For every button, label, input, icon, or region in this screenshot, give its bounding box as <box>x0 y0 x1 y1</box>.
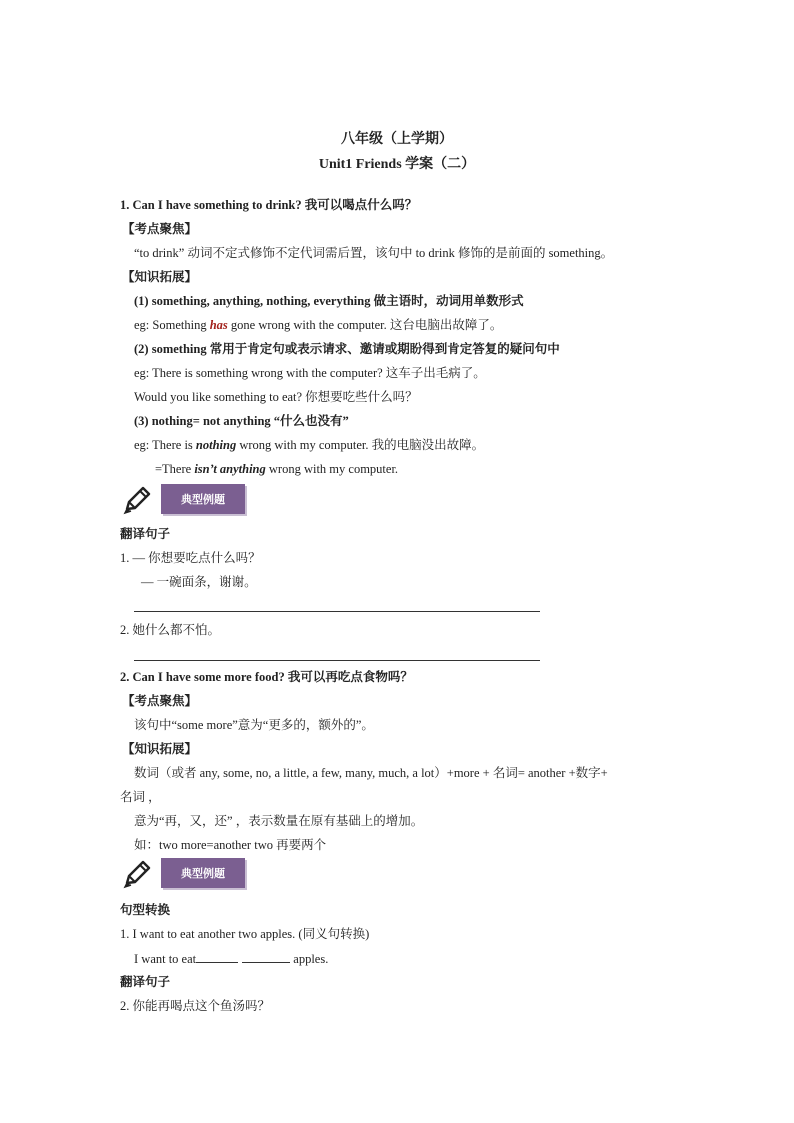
section2-exercise2-title: 翻译句子 <box>120 975 171 989</box>
section2-heading: 2. Can I have some more food? 我可以再吃点食物吗？ <box>120 670 413 684</box>
section1-point1: (1) something, anything, nothing, everything 做主语时，动词用单数形式 <box>134 294 524 308</box>
section1-expand-label: 【知识拓展】 <box>122 270 198 284</box>
answer-line[interactable] <box>134 660 540 661</box>
section1-focus-label: 【考点聚焦】 <box>122 222 198 236</box>
blank-input[interactable] <box>196 950 238 963</box>
example3-pre: eg: There is <box>134 438 196 452</box>
section1-point3: (3) nothing= not anything “什么也没有” <box>134 414 349 428</box>
section1-exercise-title: 翻译句子 <box>120 527 171 541</box>
pencil-icon <box>121 858 153 890</box>
section1-question1a: 1. — 你想要吃点什么吗？ <box>120 551 261 565</box>
section2-focus-text: 该句中“some more”意为“更多的，额外的”。 <box>134 718 374 732</box>
section1-focus-text: “to drink” 动词不定式修饰不定代词需后置，该句中 to drink 修饰的是前面的 something。 <box>134 246 614 260</box>
exercise1b-post: apples. <box>290 952 329 966</box>
example3b-post: wrong with my computer. <box>265 462 399 476</box>
section2-exercise1-title: 句型转换 <box>120 903 171 917</box>
section2-exercise2: 2. 你能再喝点这个鱼汤吗？ <box>120 999 271 1013</box>
section2-exercise1: 1. I want to eat another two apples. (同义句转换) <box>120 927 370 941</box>
example1-post: gone wrong with the computer. 这台电脑出故障了。 <box>227 318 503 332</box>
pencil-icon <box>121 484 153 516</box>
section2-expand-label: 【知识拓展】 <box>122 742 198 756</box>
page-subtitle: Unit1 Friends 学案（二） <box>318 157 476 172</box>
section2-expand-line1: 数词（或者 any, some, no, a little, a few, many, much, a lot）+more + 名词= another +数字+ <box>134 766 608 780</box>
page-title: 八年级（上学期） <box>341 132 453 147</box>
section2-expand-line2: 名词 ， <box>120 790 161 804</box>
blank-input[interactable] <box>242 950 290 963</box>
example-badge: 典型例题 <box>161 858 245 888</box>
section1-example2: eg: There is something wrong with the computer? 这车子出毛病了。 <box>134 366 486 380</box>
example3-emphasis: nothing <box>195 438 237 452</box>
answer-line[interactable] <box>134 611 540 612</box>
section1-example3 <box>134 437 484 453</box>
example3b-pre: =There <box>155 462 195 476</box>
example3-post: wrong with my computer. 我的电脑没出故障。 <box>236 438 485 452</box>
section1-example1 <box>134 317 502 333</box>
section2-expand-line4: 如：two more=another two 再要两个 <box>134 838 327 852</box>
section1-question2: 2. 她什么都不怕。 <box>120 623 221 637</box>
example3b-emphasis: isn’t anything <box>194 462 266 476</box>
section1-example2b: Would you like something to eat? 你想要吃些什么吗？ <box>134 390 418 404</box>
exercise1b-pre: I want to eat <box>134 952 197 966</box>
section2-focus-label: 【考点聚焦】 <box>122 694 198 708</box>
section1-question1b: — 一碗面条，谢谢。 <box>141 575 257 589</box>
section2-expand-line3: 意为“再，又，还” ，表示数量在原有基础上的增加。 <box>134 814 424 828</box>
section1-example3b <box>155 461 398 477</box>
example-badge: 典型例题 <box>161 484 245 514</box>
example1-pre: eg: Something <box>134 318 210 332</box>
example1-emphasis: has <box>209 318 228 332</box>
section1-heading: 1. Can I have something to drink? 我可以喝点什么吗？ <box>120 198 418 212</box>
section1-point2: (2) something 常用于肯定句或表示请求、邀请或期盼得到肯定答复的疑问句中 <box>134 342 560 356</box>
section2-exercise1b <box>134 950 328 967</box>
